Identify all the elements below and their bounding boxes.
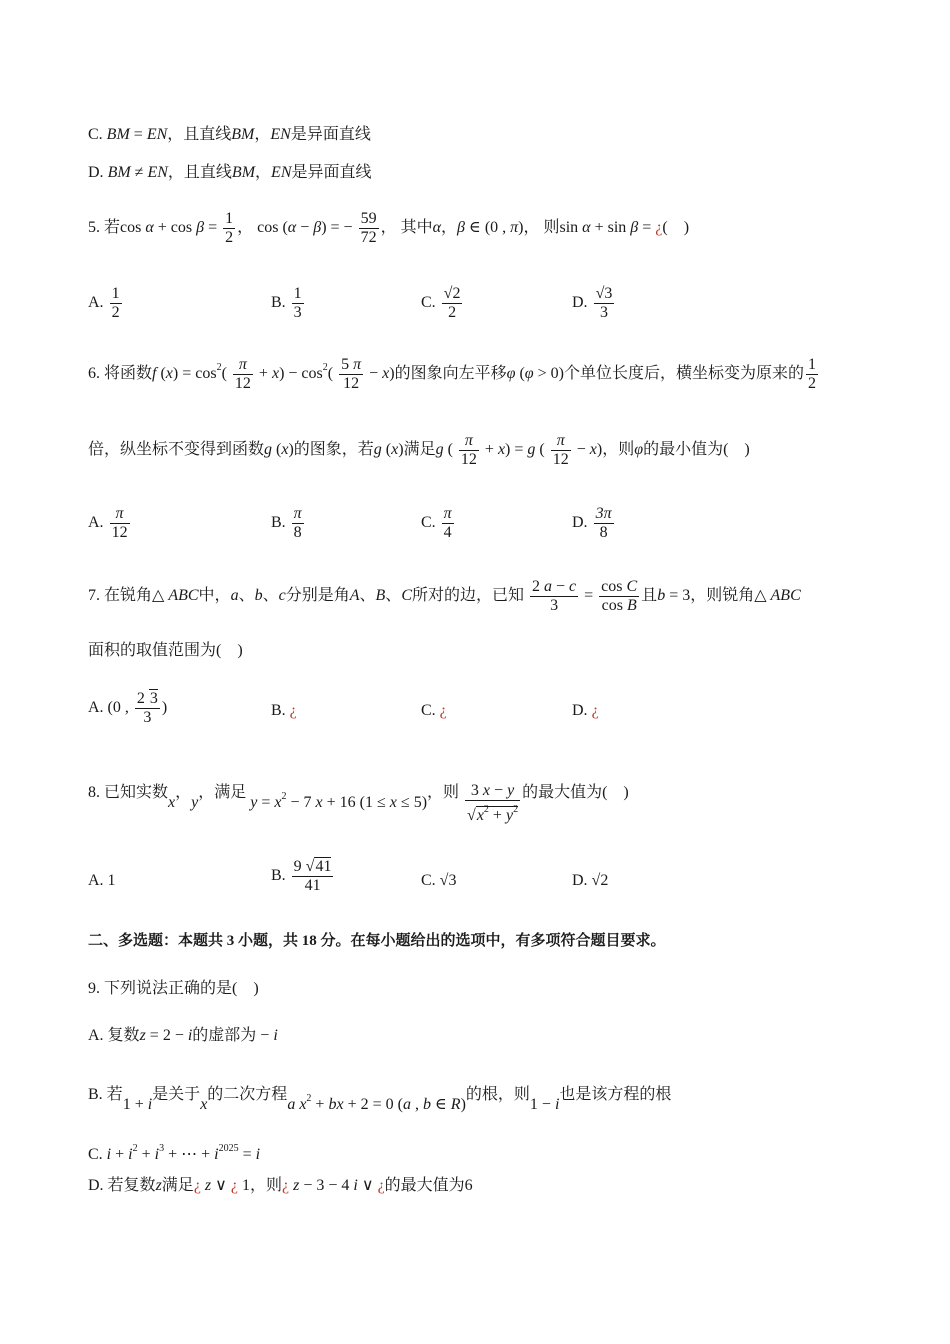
q6-option-c: C. $\frac{\pi}{4}$	[421, 505, 452, 541]
question-8-stem: 8. 已知实数x，y，满足 $y = x^2 - 7$ x + 16 (1 ≤ x ≤ 5)，则 $\frac{3 x - y}{√x^2 + y^2}$ 的最大值为( )	[88, 782, 629, 824]
section-2-heading: 二、多选题：本题共 3 小题，共 18 分。在每小题给出的选项中，有多项符合题目要求。	[88, 933, 666, 949]
question-9-stem: 9. 下列说法正确的是( )	[88, 980, 259, 997]
q5-option-d: D. $\frac{√3}{3}$	[572, 285, 613, 321]
question-5-stem: 5. 若cos α + cos β = $\frac{1}{2}$ ， cos (α − β) = − $\frac{59}{72}$ ， 其中α，β ∈ (0 , π)， 则sin α + sin β = ¿( )	[88, 210, 690, 246]
q8-option-c: C. √3	[421, 872, 457, 889]
question-7-stem-line1: 7. 在锐角△ ABC中，a、b、c分别是角A、B、C所对的边，已知 $\frac{2 a - c}{3}$ = $\frac{\text{cos C}}{\text{cos B}}$ 且b = 3，则锐角△ ABC	[88, 578, 801, 614]
q8-option-b: B. $\frac{9 √41}{41}$	[271, 858, 332, 894]
q9-option-c: C. $i + i^2 + i^3$ + ⋯ + $i^{2025} = i$	[88, 1143, 261, 1163]
question-7-stem-line2: 面积的取值范围为( )	[88, 642, 243, 659]
question-6-stem-line2: 倍，纵坐标不变得到函数g (x)的图象，若g (x)满足g ( $\frac{\pi}{12}$ + x) = g ( $\frac{\pi}{12}$ − x)，则φ的最小值为( )	[88, 432, 750, 468]
q7-option-b: B. ¿	[271, 702, 297, 719]
q9-option-a: A. 复数z = 2 − i的虚部为 − i	[88, 1027, 278, 1044]
q6-option-d: D. $\frac{3\pi}{8}$	[572, 505, 612, 541]
option-d-line: D. BM ≠ EN，且直线BM，EN是异面直线	[88, 164, 372, 181]
q5-option-c: C. $\frac{√2}{2}$	[421, 285, 461, 321]
q8-option-d: D. √2	[572, 872, 609, 889]
q7-option-d: D. ¿	[572, 702, 599, 719]
question-6-stem-line1: 6. 将函数f $(x) = \cos^2$( $\frac{\pi}{12}$ + $x) - \cos^2$( $\frac{5 \pi}{12}$ − x)的图象向左平移φ (φ > 0)个单位长度后，横坐标变为原来的 $\frac{1}{2}$	[88, 356, 816, 392]
q5-option-a: A. $\frac{1}{2}$	[88, 285, 120, 321]
q6-option-a: A. $\frac{\pi}{12}$	[88, 505, 128, 541]
q7-option-a: A. (0 , $\frac{2 3}{3}$ )	[88, 690, 168, 726]
q7-option-c: C. ¿	[421, 702, 447, 719]
q9-option-b: B. 若1 + i是关于x的二次方程a $x^2$ + bx + 2 = 0 (a , b ∈ R)的根，则1 − i也是该方程的根	[88, 1086, 672, 1113]
q5-option-b: B. $\frac{1}{3}$	[271, 285, 302, 321]
q9-option-d: D. 若复数z满足¿ z ∨ ¿ 1，则¿ z − 3 − 4 i ∨ ¿的最大值为6	[88, 1177, 473, 1194]
option-c-line: C. BM = EN，且直线BM，EN是异面直线	[88, 126, 371, 143]
q6-option-b: B. $\frac{\pi}{8}$	[271, 505, 302, 541]
q8-option-a: A. 1	[88, 872, 116, 889]
